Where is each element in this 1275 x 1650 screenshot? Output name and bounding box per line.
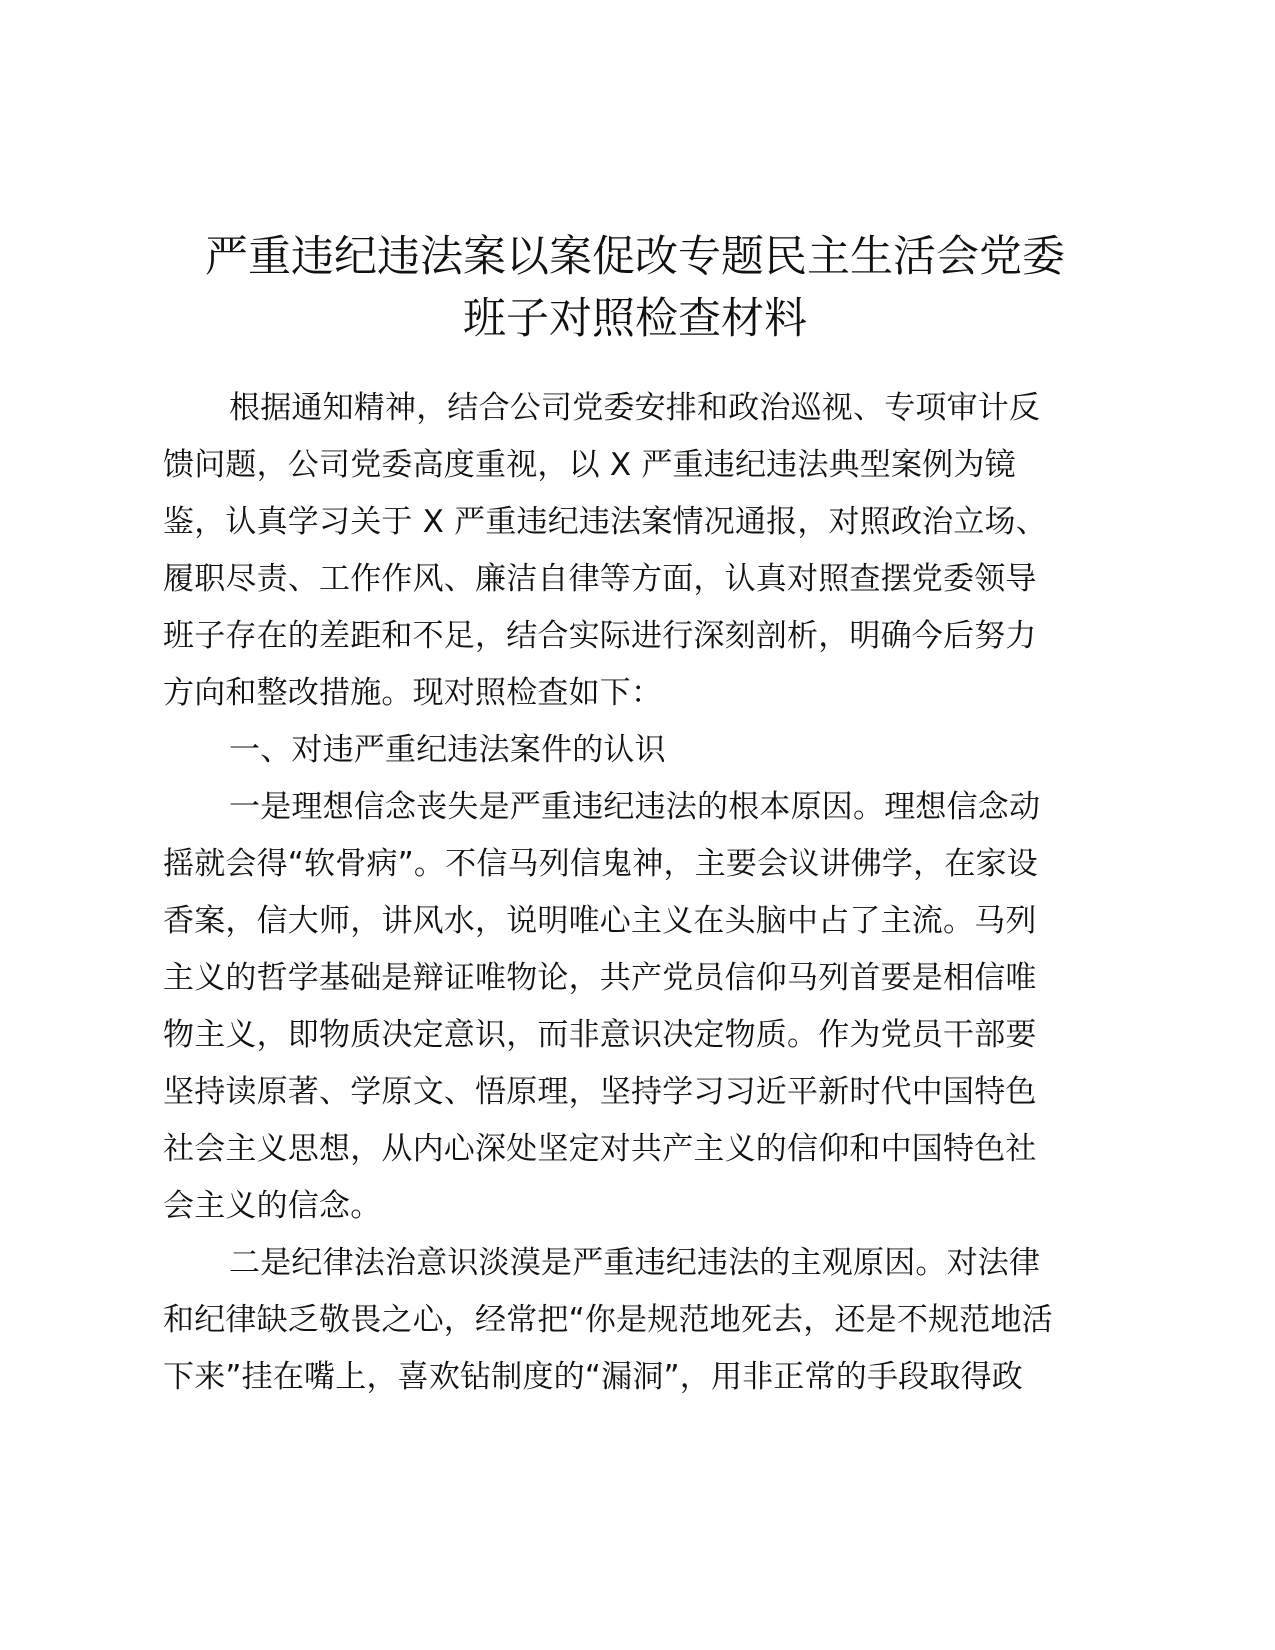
text-line: 鉴，认真学习关于 X 严重违纪违法案情况通报，对照政治立场、 (163, 504, 1047, 540)
section-heading (163, 722, 1123, 779)
document-body (163, 380, 1123, 1406)
text-line: 下来”挂在嘴上，喜欢钻制度的“漏洞”，用非正常的手段取得政 (163, 1359, 1023, 1395)
text-line: 班子存在的差距和不足，结合实际进行深刻剖析，明确今后努力 (163, 618, 1037, 654)
text-line: 馈问题，公司党委高度重视，以 X 严重违纪违法典型案例为镜 (163, 447, 1016, 483)
text-line: 根据通知精神，结合公司党委安排和政治巡视、专项审计反 (229, 390, 1041, 426)
text-line: 一是理想信念丧失是严重违纪违法的根本原因。理想信念动 (229, 789, 1041, 825)
paragraph-intro (163, 380, 1123, 722)
document-title (160, 226, 1110, 350)
paragraph-point-two (163, 1235, 1123, 1406)
text-line: 二是纪律法治意识淡漠是严重违纪违法的主观原因。对法律 (229, 1245, 1041, 1281)
title-line-1: 严重违纪违法案以案促改专题民主生活会党委 (205, 232, 1065, 282)
text-line: 香案，信大师，讲风水，说明唯心主义在头脑中占了主流。马列 (163, 903, 1037, 939)
text-line: 物主义，即物质决定意识，而非意识决定物质。作为党员干部要 (163, 1017, 1037, 1053)
text-line: 和纪律缺乏敬畏之心，经常把“你是规范地死去，还是不规范地活 (163, 1302, 1053, 1338)
text-line: 社会主义思想，从内心深处坚定对共产主义的信仰和中国特色社 (163, 1131, 1037, 1167)
text-line: 摇就会得“软骨病”。不信马列信鬼神，主要会议讲佛学，在家设 (163, 846, 1038, 882)
title-line-2: 班子对照检查材料 (463, 294, 807, 344)
text-line: 主义的哲学基础是辩证唯物论，共产党员信仰马列首要是相信唯 (163, 960, 1037, 996)
text-line: 坚持读原著、学原文、悟原理，坚持学习习近平新时代中国特色 (163, 1074, 1037, 1110)
text-line: 履职尽责、工作作风、廉洁自律等方面，认真对照查摆党委领导 (163, 561, 1037, 597)
text-line: 会主义的信念。 (163, 1188, 382, 1224)
text-line: 一、对违严重纪违法案件的认识 (229, 732, 666, 768)
paragraph-point-one (163, 779, 1123, 1235)
text-line: 方向和整改措施。现对照检查如下： (163, 675, 663, 711)
